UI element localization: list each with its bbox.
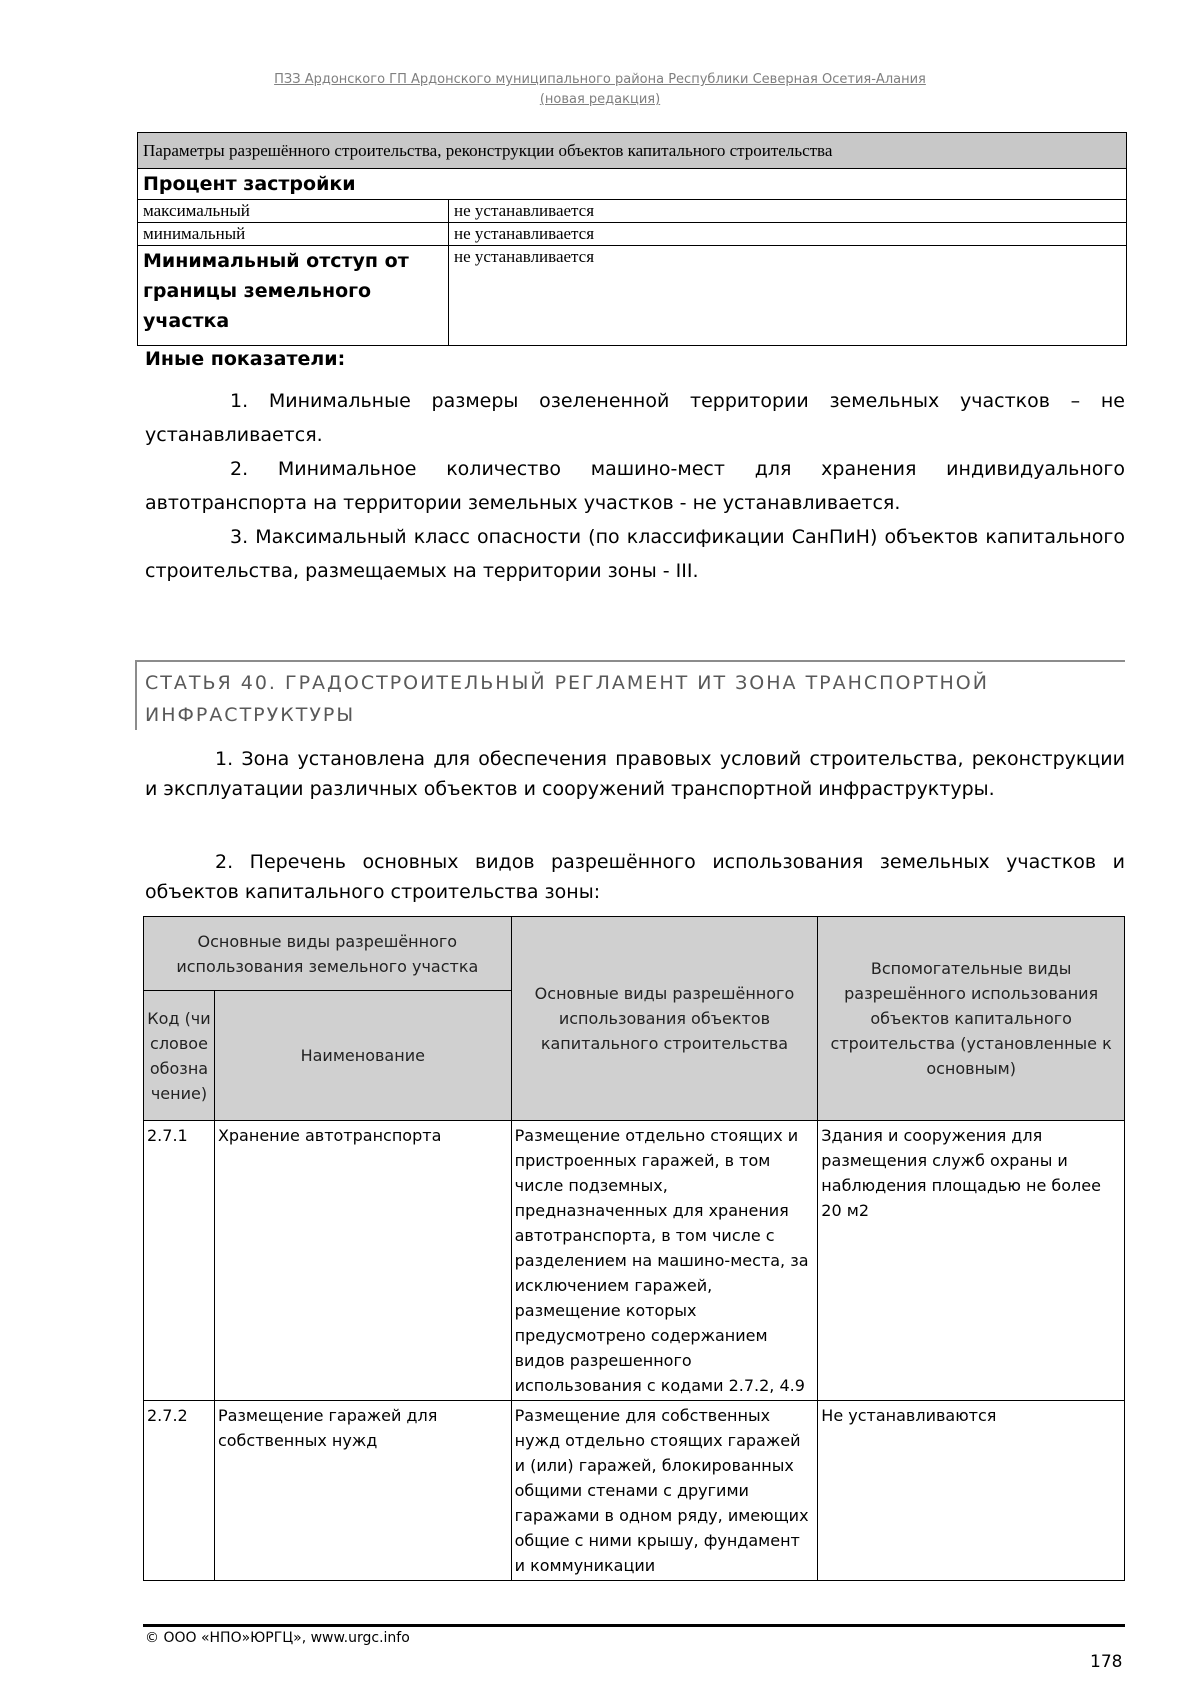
max-value: не устанавливается [449,200,1127,223]
page-header [0,70,1200,110]
header-main-uses: Основные виды разрешённого использования объектов капитального строительства [511,917,818,1121]
other-item-3: 3. Максимальный класс опасности (по классификации СанПиН) объектов капитального строительства, размещаемых на территории зоны - III. [145,526,1125,582]
row-code: 2.7.1 [144,1121,215,1401]
other-item-1: 1. Минимальные размеры озелененной территории земельных участков – не устанавливается. [145,390,1125,446]
table-row [144,1121,1125,1401]
table-row [144,1401,1125,1581]
other-item-2: 2. Минимальное количество машино-мест для хранения индивидуального автотранспорта на территории земельных участков - не устанавливается. [145,458,1125,514]
setback-label: Минимальный отступ от границы земельного участка [138,246,449,346]
footer-divider [143,1624,1125,1627]
percent-heading: Процент застройки [138,169,1127,200]
body-paragraph-2: 2. Перечень основных видов разрешённого использования земельных участков и объектов капитального строительства зоны: [145,851,1125,903]
row-main: Размещение отдельно стоящих и пристроенных гаражей, в том числе подземных, предназначенных для хранения автотранспорта, в том числе с разделением на машино-места, за исключением гаражей, размещение которых предусмотрено содержанием видов разрешенного использования с кодами 2.7.2, 4.9 [511,1121,818,1401]
footer-copyright: © ООО «НПО»ЮРГЦ», www.urgc.info [145,1630,410,1646]
max-label: максимальный [138,200,449,223]
parameters-table-title: Параметры разрешённого строительства, реконструкции объектов капитального строительства [138,133,1127,169]
permitted-uses-table [143,916,1125,1581]
row-code: 2.7.2 [144,1401,215,1581]
parameters-table [137,132,1127,346]
body-paragraph-1: 1. Зона установлена для обеспечения правовых условий строительства, реконструкции и эксплуатации различных объектов и сооружений транспортной инфраструктуры. [145,748,1125,800]
header-name: Наименование [214,991,511,1121]
row-name: Размещение гаражей для собственных нужд [214,1401,511,1581]
min-label: минимальный [138,223,449,246]
header-aux-uses: Вспомогательные виды разрешённого использования объектов капитального строительства (установленные к основным) [818,917,1125,1121]
row-main: Размещение для собственных нужд отдельно стоящих гаражей и (или) гаражей, блокированных общими стенами с другими гаражами в одном ряду, имеющих общие с ними крышу, фундамент и коммуникации [511,1401,818,1581]
row-aux: Здания и сооружения для размещения служб охраны и наблюдения площадью не более 20 м2 [818,1121,1125,1401]
setback-value: не устанавливается [449,246,1127,346]
other-heading: Иные показатели: [145,348,346,370]
header-group: Основные виды разрешённого использования земельного участка [144,917,512,991]
header-line-2: (новая редакция) [539,92,661,107]
header-line-1: ПЗЗ Ардонского ГП Ардонского муниципального района Республики Северная Осетия-Алания [274,72,926,87]
header-code: Код (числовое обозначение) [144,991,215,1121]
page-number: 178 [1090,1652,1123,1672]
min-value: не устанавливается [449,223,1127,246]
row-aux: Не устанавливаются [818,1401,1125,1581]
section-title: СТАТЬЯ 40. ГРАДОСТРОИТЕЛЬНЫЙ РЕГЛАМЕНТ ИТ ЗОНА ТРАНСПОРТНОЙ ИНФРАСТРУКТУРЫ [135,660,1125,730]
row-name: Хранение автотранспорта [214,1121,511,1401]
